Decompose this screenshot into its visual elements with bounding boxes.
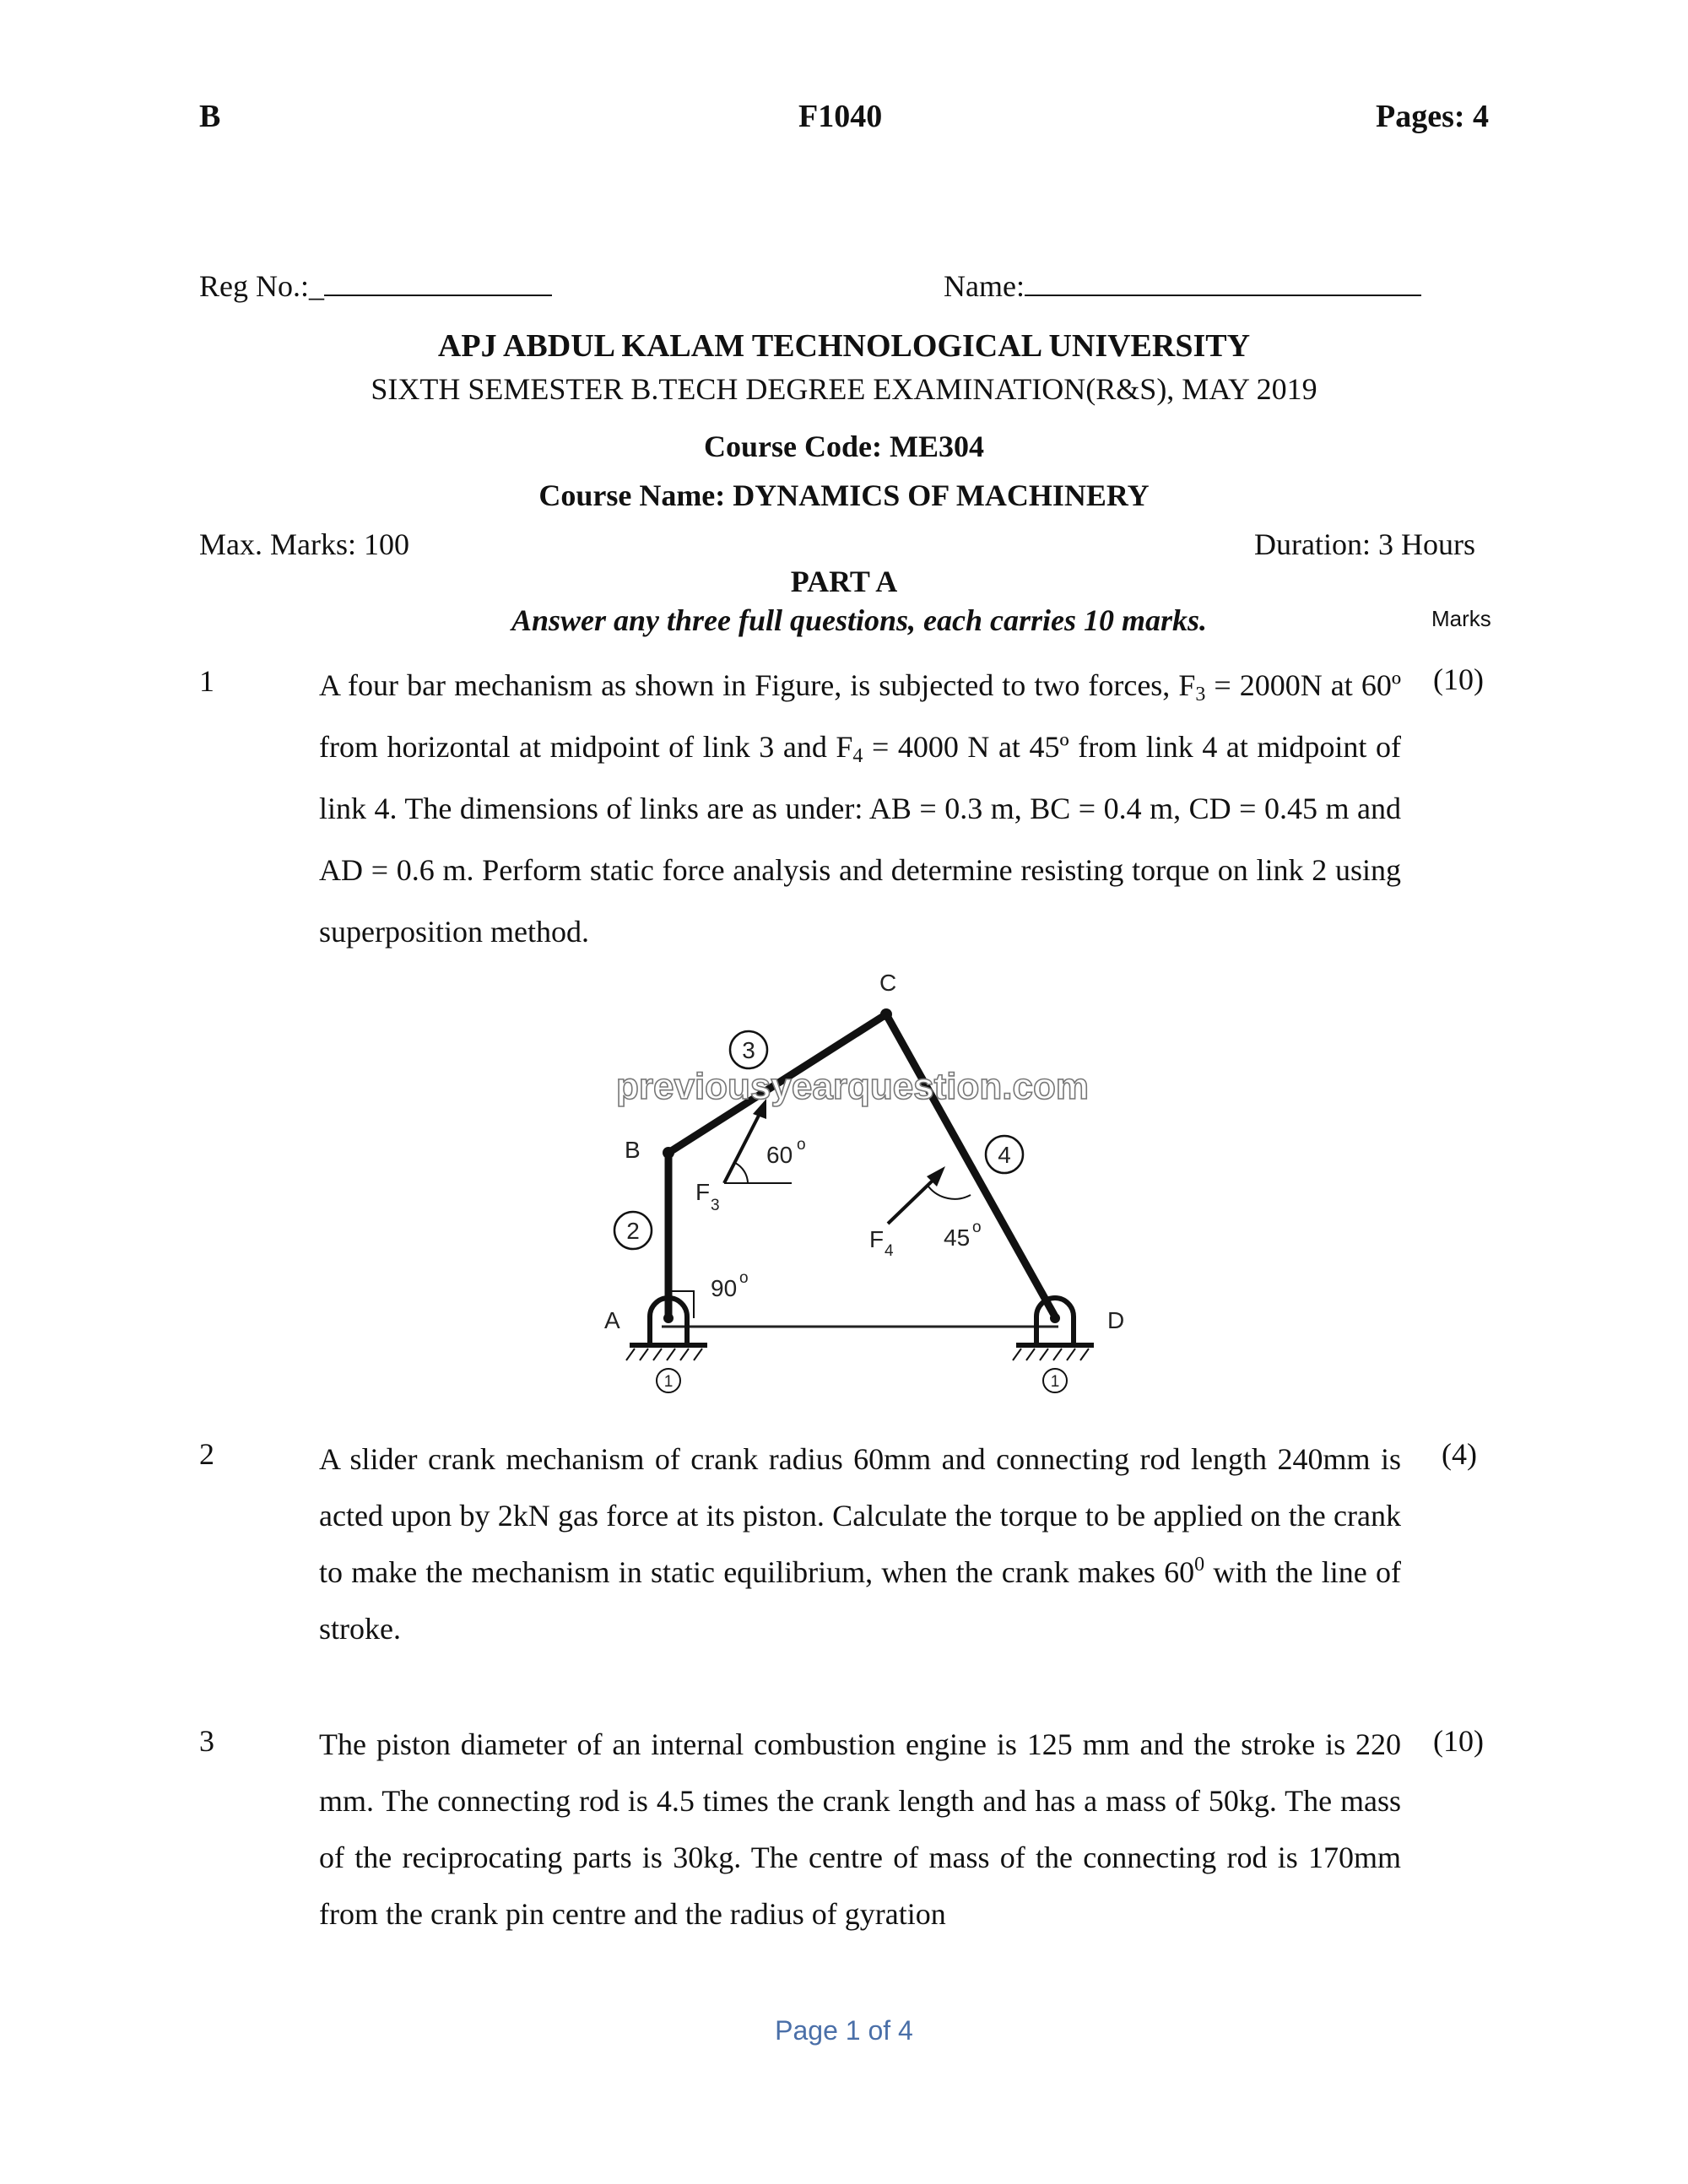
degree-sign: o <box>797 1136 806 1154</box>
question-text-part: = 4000 N at 45º from link 4 at midpoint of link 4. The dimensions of links are as under: AB = 0.3 m, BC = 0.4 m, CD = 0.45 m and AD = 0.6 m. Perform static force analysis and determine resisting torque on link 2 using superposition method. <box>319 730 1401 949</box>
page-count: Pages: 4 <box>1376 99 1490 134</box>
question-text-part: The piston diameter of an internal combustion engine is 125 mm and the stroke is 220 mm. The connecting rod is 4.5 times the crank length and has a mass of 50kg. The mass of the reciprocating parts is 30kg. The centre of mass of the connecting rod is 170mm from the crank pin centre and the radius of gyration <box>319 1727 1401 1931</box>
four-bar-mechanism-figure <box>574 962 1148 1418</box>
question-text-part: A four bar mechanism as shown in Figure, is subjected to two forces, F <box>319 668 1196 702</box>
exam-title: SIXTH SEMESTER B.TECH DEGREE EXAMINATION(R&S), MAY 2019 <box>371 372 1317 406</box>
question-marks: (10) <box>1433 1724 1484 1758</box>
name-label: Name: <box>944 269 1025 303</box>
joint-c <box>880 1008 892 1020</box>
force-label-f3-sub: 3 <box>711 1197 720 1214</box>
paper-series-code: B <box>199 99 221 134</box>
name-blank <box>1025 269 1421 296</box>
degree-sign: o <box>972 1219 982 1236</box>
reg-no-field <box>199 268 552 304</box>
angle-label-45: 45 <box>944 1224 971 1251</box>
force-label-f3: F <box>695 1179 711 1205</box>
part-heading: PART A <box>790 565 898 598</box>
degree-sign: o <box>739 1269 749 1287</box>
svg-text:3: 3 <box>742 1037 755 1063</box>
course-name: Course Name: DYNAMICS OF MACHINERY <box>538 478 1150 512</box>
link-3-number <box>730 1031 767 1068</box>
joint-label-c: C <box>879 970 897 996</box>
svg-text:4: 4 <box>998 1142 1011 1168</box>
question-text-part: A slider crank mechanism of crank radius 60mm and connecting rod length 240mm is acted upon by 2kN gas force at its piston. Calculate the torque to be applied on the crank to make the mechanism in static equilibrium, when the crank makes 60 <box>319 1442 1401 1589</box>
name-field <box>944 268 1421 304</box>
superscript: 0 <box>1194 1554 1205 1576</box>
link-1-number-left <box>657 1369 680 1392</box>
joint-label-d: D <box>1107 1307 1125 1333</box>
question-text <box>319 1716 1401 1943</box>
university-title: APJ ABDUL KALAM TECHNOLOGICAL UNIVERSITY <box>437 328 1251 364</box>
question-number: 3 <box>199 1724 214 1758</box>
force-label-f4: F <box>869 1226 885 1252</box>
joint-label-a: A <box>604 1307 620 1333</box>
reg-no-blank <box>324 269 552 296</box>
link-4 <box>886 1014 1055 1316</box>
paper-code: F1040 <box>798 99 883 134</box>
svg-text:2: 2 <box>626 1218 640 1244</box>
question-text <box>319 1431 1401 1657</box>
max-marks: Max. Marks: 100 <box>199 527 409 561</box>
duration: Duration: 3 Hours <box>1254 527 1475 561</box>
question-text <box>319 655 1401 963</box>
link-2-number <box>614 1212 652 1249</box>
reg-no-label: Reg No.:_ <box>199 269 324 303</box>
question-text-part: with the line of stroke. <box>319 1555 1401 1646</box>
page-footer: Page 1 of 4 <box>775 2015 913 2046</box>
marks-column-header: Marks <box>1431 606 1491 631</box>
joint-b <box>663 1147 674 1159</box>
question-marks: (10) <box>1433 662 1484 696</box>
subscript: 3 <box>1195 684 1206 705</box>
angle-label-60: 60 <box>766 1142 793 1168</box>
link-1-number-right <box>1043 1369 1067 1392</box>
course-code: Course Code: ME304 <box>704 430 984 463</box>
question-marks: (4) <box>1442 1437 1477 1471</box>
joint-label-b: B <box>625 1137 641 1163</box>
instruction: Answer any three full questions, each carries 10 marks. <box>511 603 1208 637</box>
link-4-number <box>986 1136 1023 1173</box>
question-number: 2 <box>199 1437 214 1471</box>
force-f4-arrow <box>888 1166 971 1224</box>
question-text-part: = 2000N at 60º from horizontal at midpoint of link 3 and F <box>319 668 1401 764</box>
svg-text:1: 1 <box>1050 1373 1060 1391</box>
subscript: 4 <box>852 745 863 767</box>
watermark: previousyearquestion.com <box>616 1066 1089 1107</box>
question-number: 1 <box>199 664 214 698</box>
svg-text:1: 1 <box>663 1373 674 1391</box>
angle-label-90: 90 <box>711 1275 738 1301</box>
force-label-f4-sub: 4 <box>885 1242 894 1260</box>
